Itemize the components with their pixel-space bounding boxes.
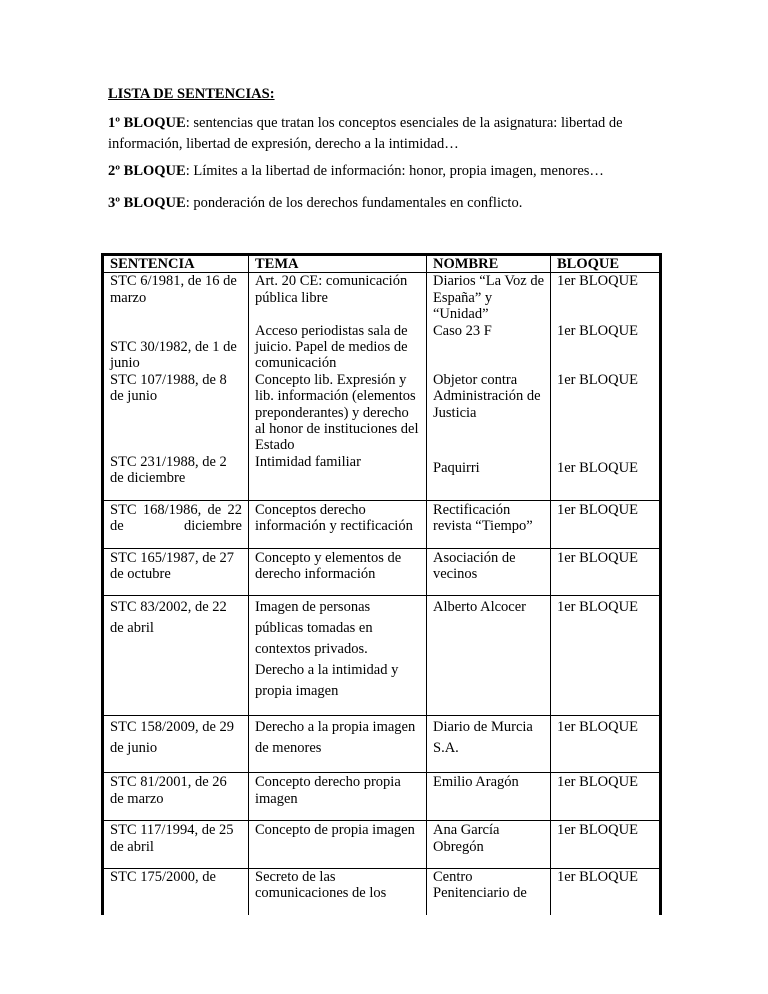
cell-sentencia: STC 83/2002, de 22 de abril [103,596,249,716]
cell-sentencia-text: STC 168/1986, de 22 de diciembre [110,501,242,535]
table-row [103,821,661,869]
table-row [103,500,661,548]
bloque-2-label: 2º BLOQUE [108,163,186,179]
table-row [103,273,661,323]
bloque-2-description [108,161,668,182]
cell-nombre: Caso 23 F [427,323,551,372]
bloque-3-text: : ponderación de los derechos fundamentales en conflicto. [185,195,523,211]
cell-sentencia: STC 117/1994, de 25 de abril [103,821,249,869]
cell-bloque: 1er BLOQUE [551,821,661,869]
cell-bloque: 1er BLOQUE [551,868,661,915]
cell-bloque: 1er BLOQUE [551,500,661,548]
cell-sentencia: STC 107/1988, de 8 de junio [103,372,249,454]
bloque-1-text: : sentencias que tratan los conceptos esenciales de la asignatura: libertad de información, libertad de expresión, derecho a la intimidad… [108,115,623,152]
cell-sentencia: STC 81/2001, de 26 de marzo [103,773,249,821]
cell-sentencia: STC 158/2009, de 29 de junio [103,716,249,773]
cell-bloque: 1er BLOQUE [551,716,661,773]
cell-nombre: Alberto Alcocer [427,596,551,716]
cell-nombre: Ana García Obregón [427,821,551,869]
table-row [103,716,661,773]
cell-sentencia: STC 165/1987, de 27 de octubre [103,548,249,596]
bloque-2-text: : Límites a la libertad de información: honor, propia imagen, menores… [185,163,604,179]
table-row [103,548,661,596]
cell-sentencia: STC 30/1982, de 1 de junio [103,323,249,372]
table-row [103,323,661,372]
cell-nombre: Diario de Murcia S.A. [427,716,551,773]
cell-sentencia: STC 175/2000, de [103,868,249,915]
table-row [103,454,661,500]
bloque-1-label: 1º BLOQUE [108,115,186,131]
page-title: LISTA DE SENTENCIAS: [108,86,275,102]
table-row [103,773,661,821]
cell-sentencia: STC 231/1988, de 2 de diciembre [103,454,249,500]
cell-tema: Secreto de las comunicaciones de los [249,868,427,915]
cell-tema: Concepto derecho propia imagen [249,773,427,821]
bloque-1-description [108,113,668,155]
table-header-row [103,255,661,273]
header-nombre: NOMBRE [427,255,551,273]
header-bloque: BLOQUE [551,255,661,273]
cell-nombre: Objetor contra Administración de Justicia [427,372,551,454]
cell-bloque: 1er BLOQUE [551,273,661,323]
cell-tema: Derecho a la propia imagen de menores [249,716,427,773]
bloque-3-description [108,193,668,214]
cell-tema: Imagen de personas públicas tomadas en contextos privados. Derecho a la intimidad y propia imagen [249,596,427,716]
header-sentencia: SENTENCIA [103,255,249,273]
cell-nombre: Rectificación revista “Tiempo” [427,500,551,548]
cell-tema: Concepto lib. Expresión y lib. información (elementos preponderantes) y derecho al honor de instituciones del Estado [249,372,427,454]
cell-tema: Concepto y elementos de derecho información [249,548,427,596]
cell-nombre: Emilio Aragón [427,773,551,821]
cell-bloque: 1er BLOQUE [551,454,661,500]
bloque-3-label: 3º BLOQUE [108,195,186,211]
cell-bloque: 1er BLOQUE [551,548,661,596]
cell-nombre: Asociación de vecinos [427,548,551,596]
cell-tema: Conceptos derecho información y rectificación [249,500,427,548]
cell-nombre: Paquirri [427,454,551,500]
cell-bloque: 1er BLOQUE [551,773,661,821]
cell-bloque: 1er BLOQUE [551,323,661,372]
cell-tema: Intimidad familiar [249,454,427,500]
cell-tema: Art. 20 CE: comunicación pública libre [249,273,427,323]
sentencias-table [101,253,662,915]
header-tema: TEMA [249,255,427,273]
cell-nombre: Diarios “La Voz de España” y “Unidad” [427,273,551,323]
cell-tema: Concepto de propia imagen [249,821,427,869]
cell-bloque: 1er BLOQUE [551,372,661,454]
table-row [103,596,661,716]
table-row [103,372,661,454]
cell-sentencia [103,500,249,548]
cell-sentencia: STC 6/1981, de 16 de marzo [103,273,249,323]
cell-nombre: Centro Penitenciario de [427,868,551,915]
cell-tema: Acceso periodistas sala de juicio. Papel de medios de comunicación [249,323,427,372]
cell-bloque: 1er BLOQUE [551,596,661,716]
table-row [103,868,661,915]
